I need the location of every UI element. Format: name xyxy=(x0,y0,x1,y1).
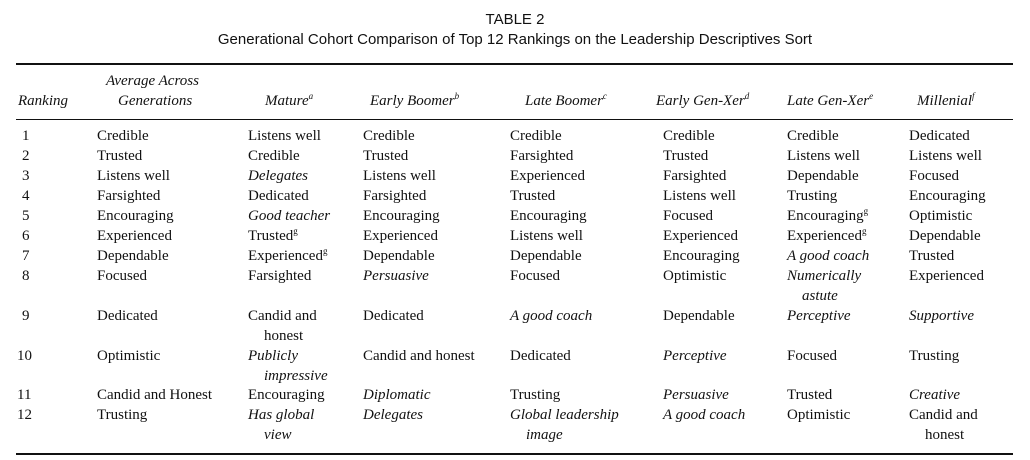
footnote-g: g xyxy=(322,246,328,256)
early-genx-cell: Credible xyxy=(663,128,715,144)
late-genx-cell: Encouraging$^g$ xyxy=(787,206,869,224)
average-cell: Credible xyxy=(97,128,149,144)
rank-cell: 8 xyxy=(22,268,30,284)
average-cell: Listens well xyxy=(97,168,170,184)
mature-cell: Has global xyxy=(248,407,315,423)
rank-cell: 12 xyxy=(17,407,32,423)
late-boomer-cell: Dependable xyxy=(510,248,582,264)
late-genx-cell: A good coach xyxy=(787,248,870,264)
millenial-cell: Optimistic xyxy=(909,208,973,224)
early-genx-cell: Optimistic xyxy=(663,268,727,284)
late-genx-cell: Trusted xyxy=(787,387,833,403)
footnote-c: c xyxy=(602,91,607,101)
early-genx-cell: Farsighted xyxy=(663,168,727,184)
late-boomer-cell: Global leadership xyxy=(510,407,619,423)
rank-cell: 1 xyxy=(22,128,30,144)
rank-cell: 3 xyxy=(22,168,30,184)
late-genx-cell-continued: astute xyxy=(802,288,838,304)
footnote-g: g xyxy=(861,226,867,236)
mature-cell-continued: honest xyxy=(264,328,304,344)
table-label: TABLE 2 xyxy=(485,11,545,28)
millenial-cell: Candid and xyxy=(909,407,978,423)
table-heading xyxy=(0,10,1030,50)
footnote-b: b xyxy=(454,91,460,101)
early-boomer-cell: Delegates xyxy=(363,407,423,423)
late-boomer-cell: Encouraging xyxy=(510,208,587,224)
late-genx-cell: Experienced$^g$ xyxy=(787,226,867,244)
millenial-cell: Encouraging xyxy=(909,188,986,204)
early-boomer-cell: Farsighted xyxy=(363,188,427,204)
footnote-f: f xyxy=(972,91,975,101)
mature-cell: Delegates xyxy=(248,168,308,184)
average-cell: Experienced xyxy=(97,228,172,244)
mature-cell: Publicly xyxy=(248,348,298,364)
mature-cell: Farsighted xyxy=(248,268,312,284)
late-boomer-cell: Credible xyxy=(510,128,562,144)
rank-cell: 6 xyxy=(22,228,30,244)
early-genx-cell: Listens well xyxy=(663,188,736,204)
rank-cell: 2 xyxy=(22,148,30,164)
millenial-cell: Trusting xyxy=(909,348,960,364)
late-boomer-cell: Experienced xyxy=(510,168,585,184)
early-genx-cell: Encouraging xyxy=(663,248,740,264)
late-genx-cell: Optimistic xyxy=(787,407,851,423)
rank-cell: 7 xyxy=(22,248,30,264)
late-boomer-cell: Trusting xyxy=(510,387,561,403)
mature-cell: Good teacher xyxy=(248,208,331,224)
early-genx-cell: A good coach xyxy=(663,407,746,423)
early-boomer-cell: Credible xyxy=(363,128,415,144)
header-average-line2: Generations xyxy=(118,93,193,109)
rank-cell: 10 xyxy=(17,348,32,364)
early-genx-cell: Experienced xyxy=(663,228,738,244)
early-genx-cell: Persuasive xyxy=(663,387,729,403)
mature-cell: Experienced$^g$ xyxy=(248,246,328,264)
early-boomer-cell: Diplomatic xyxy=(363,387,431,403)
late-boomer-cell: Listens well xyxy=(510,228,583,244)
late-boomer-cell: Trusted xyxy=(510,188,556,204)
mature-cell: Dedicated xyxy=(248,188,309,204)
average-cell: Focused xyxy=(97,268,147,284)
mature-cell: Listens well xyxy=(248,128,321,144)
mature-cell-continued: view xyxy=(264,427,292,443)
early-boomer-cell: Listens well xyxy=(363,168,436,184)
early-boomer-cell: Trusted xyxy=(363,148,409,164)
rank-cell: 9 xyxy=(22,308,30,324)
average-cell: Encouraging xyxy=(97,208,174,224)
late-genx-cell: Dependable xyxy=(787,168,859,184)
footnote-a: a xyxy=(308,91,314,101)
late-boomer-cell: Focused xyxy=(510,268,560,284)
millenial-cell: Dependable xyxy=(909,228,981,244)
early-boomer-cell: Dependable xyxy=(363,248,435,264)
bottom-rule xyxy=(16,453,1013,455)
late-boomer-cell-continued: image xyxy=(526,427,563,443)
header-mature: Mature$^a$ xyxy=(265,91,314,109)
late-genx-cell: Focused xyxy=(787,348,837,364)
early-boomer-cell: Candid and honest xyxy=(363,348,475,364)
late-genx-cell: Trusting xyxy=(787,188,838,204)
footnote-g: g xyxy=(293,226,298,236)
late-genx-cell: Listens well xyxy=(787,148,860,164)
millenial-cell: Listens well xyxy=(909,148,982,164)
late-boomer-cell: Dedicated xyxy=(510,348,571,364)
early-boomer-cell: Encouraging xyxy=(363,208,440,224)
late-genx-cell: Perceptive xyxy=(787,308,851,324)
table-caption: Generational Cohort Comparison of Top 12 Rankings on the Leadership Descriptives Sort xyxy=(217,31,813,48)
early-genx-cell: Dependable xyxy=(663,308,735,324)
average-cell: Trusted xyxy=(97,148,143,164)
millenial-cell: Supportive xyxy=(909,308,974,324)
header-average-line1: Average Across xyxy=(106,73,199,89)
header-late-boomer: Late Boomer$^c$ xyxy=(525,91,607,109)
millenial-cell: Experienced xyxy=(909,268,984,284)
rank-cell: 11 xyxy=(17,387,32,403)
average-cell: Farsighted xyxy=(97,188,161,204)
early-genx-cell: Focused xyxy=(663,208,713,224)
early-boomer-cell: Experienced xyxy=(363,228,438,244)
average-cell: Dedicated xyxy=(97,308,158,324)
footnote-d: d xyxy=(744,91,750,101)
footnote-g: g xyxy=(863,206,869,216)
late-genx-cell: Credible xyxy=(787,128,839,144)
header-ranking: Ranking xyxy=(18,93,68,109)
mature-cell: Trusted$^g$ xyxy=(248,226,298,244)
average-cell: Optimistic xyxy=(97,348,161,364)
top-rule xyxy=(16,63,1013,65)
header-early-genx: Early Gen-Xer$^d$ xyxy=(656,91,750,109)
late-boomer-cell: A good coach xyxy=(510,308,593,324)
average-cell: Trusting xyxy=(97,407,148,423)
late-boomer-cell: Farsighted xyxy=(510,148,574,164)
header-early-boomer: Early Boomer$^b$ xyxy=(370,91,460,109)
rank-cell: 5 xyxy=(22,208,30,224)
early-genx-cell: Trusted xyxy=(663,148,709,164)
millenial-cell: Creative xyxy=(909,387,961,403)
header-rule xyxy=(16,119,1013,120)
mature-cell: Credible xyxy=(248,148,300,164)
mature-cell-continued: impressive xyxy=(264,368,328,384)
header-millenial: Millenial$^f$ xyxy=(917,91,975,109)
millenial-cell: Focused xyxy=(909,168,959,184)
early-genx-cell: Perceptive xyxy=(663,348,727,364)
average-cell: Dependable xyxy=(97,248,169,264)
rank-cell: 4 xyxy=(22,188,30,204)
millenial-cell-continued: honest xyxy=(925,427,965,443)
header-late-genx: Late Gen-Xer$^e$ xyxy=(787,91,874,109)
mature-cell: Encouraging xyxy=(248,387,325,403)
millenial-cell: Trusted xyxy=(909,248,955,264)
early-boomer-cell: Persuasive xyxy=(363,268,429,284)
footnote-e: e xyxy=(869,91,874,101)
millenial-cell: Dedicated xyxy=(909,128,970,144)
early-boomer-cell: Dedicated xyxy=(363,308,424,324)
average-cell: Candid and Honest xyxy=(97,387,212,403)
late-genx-cell: Numerically xyxy=(787,268,862,284)
mature-cell: Candid and xyxy=(248,308,317,324)
